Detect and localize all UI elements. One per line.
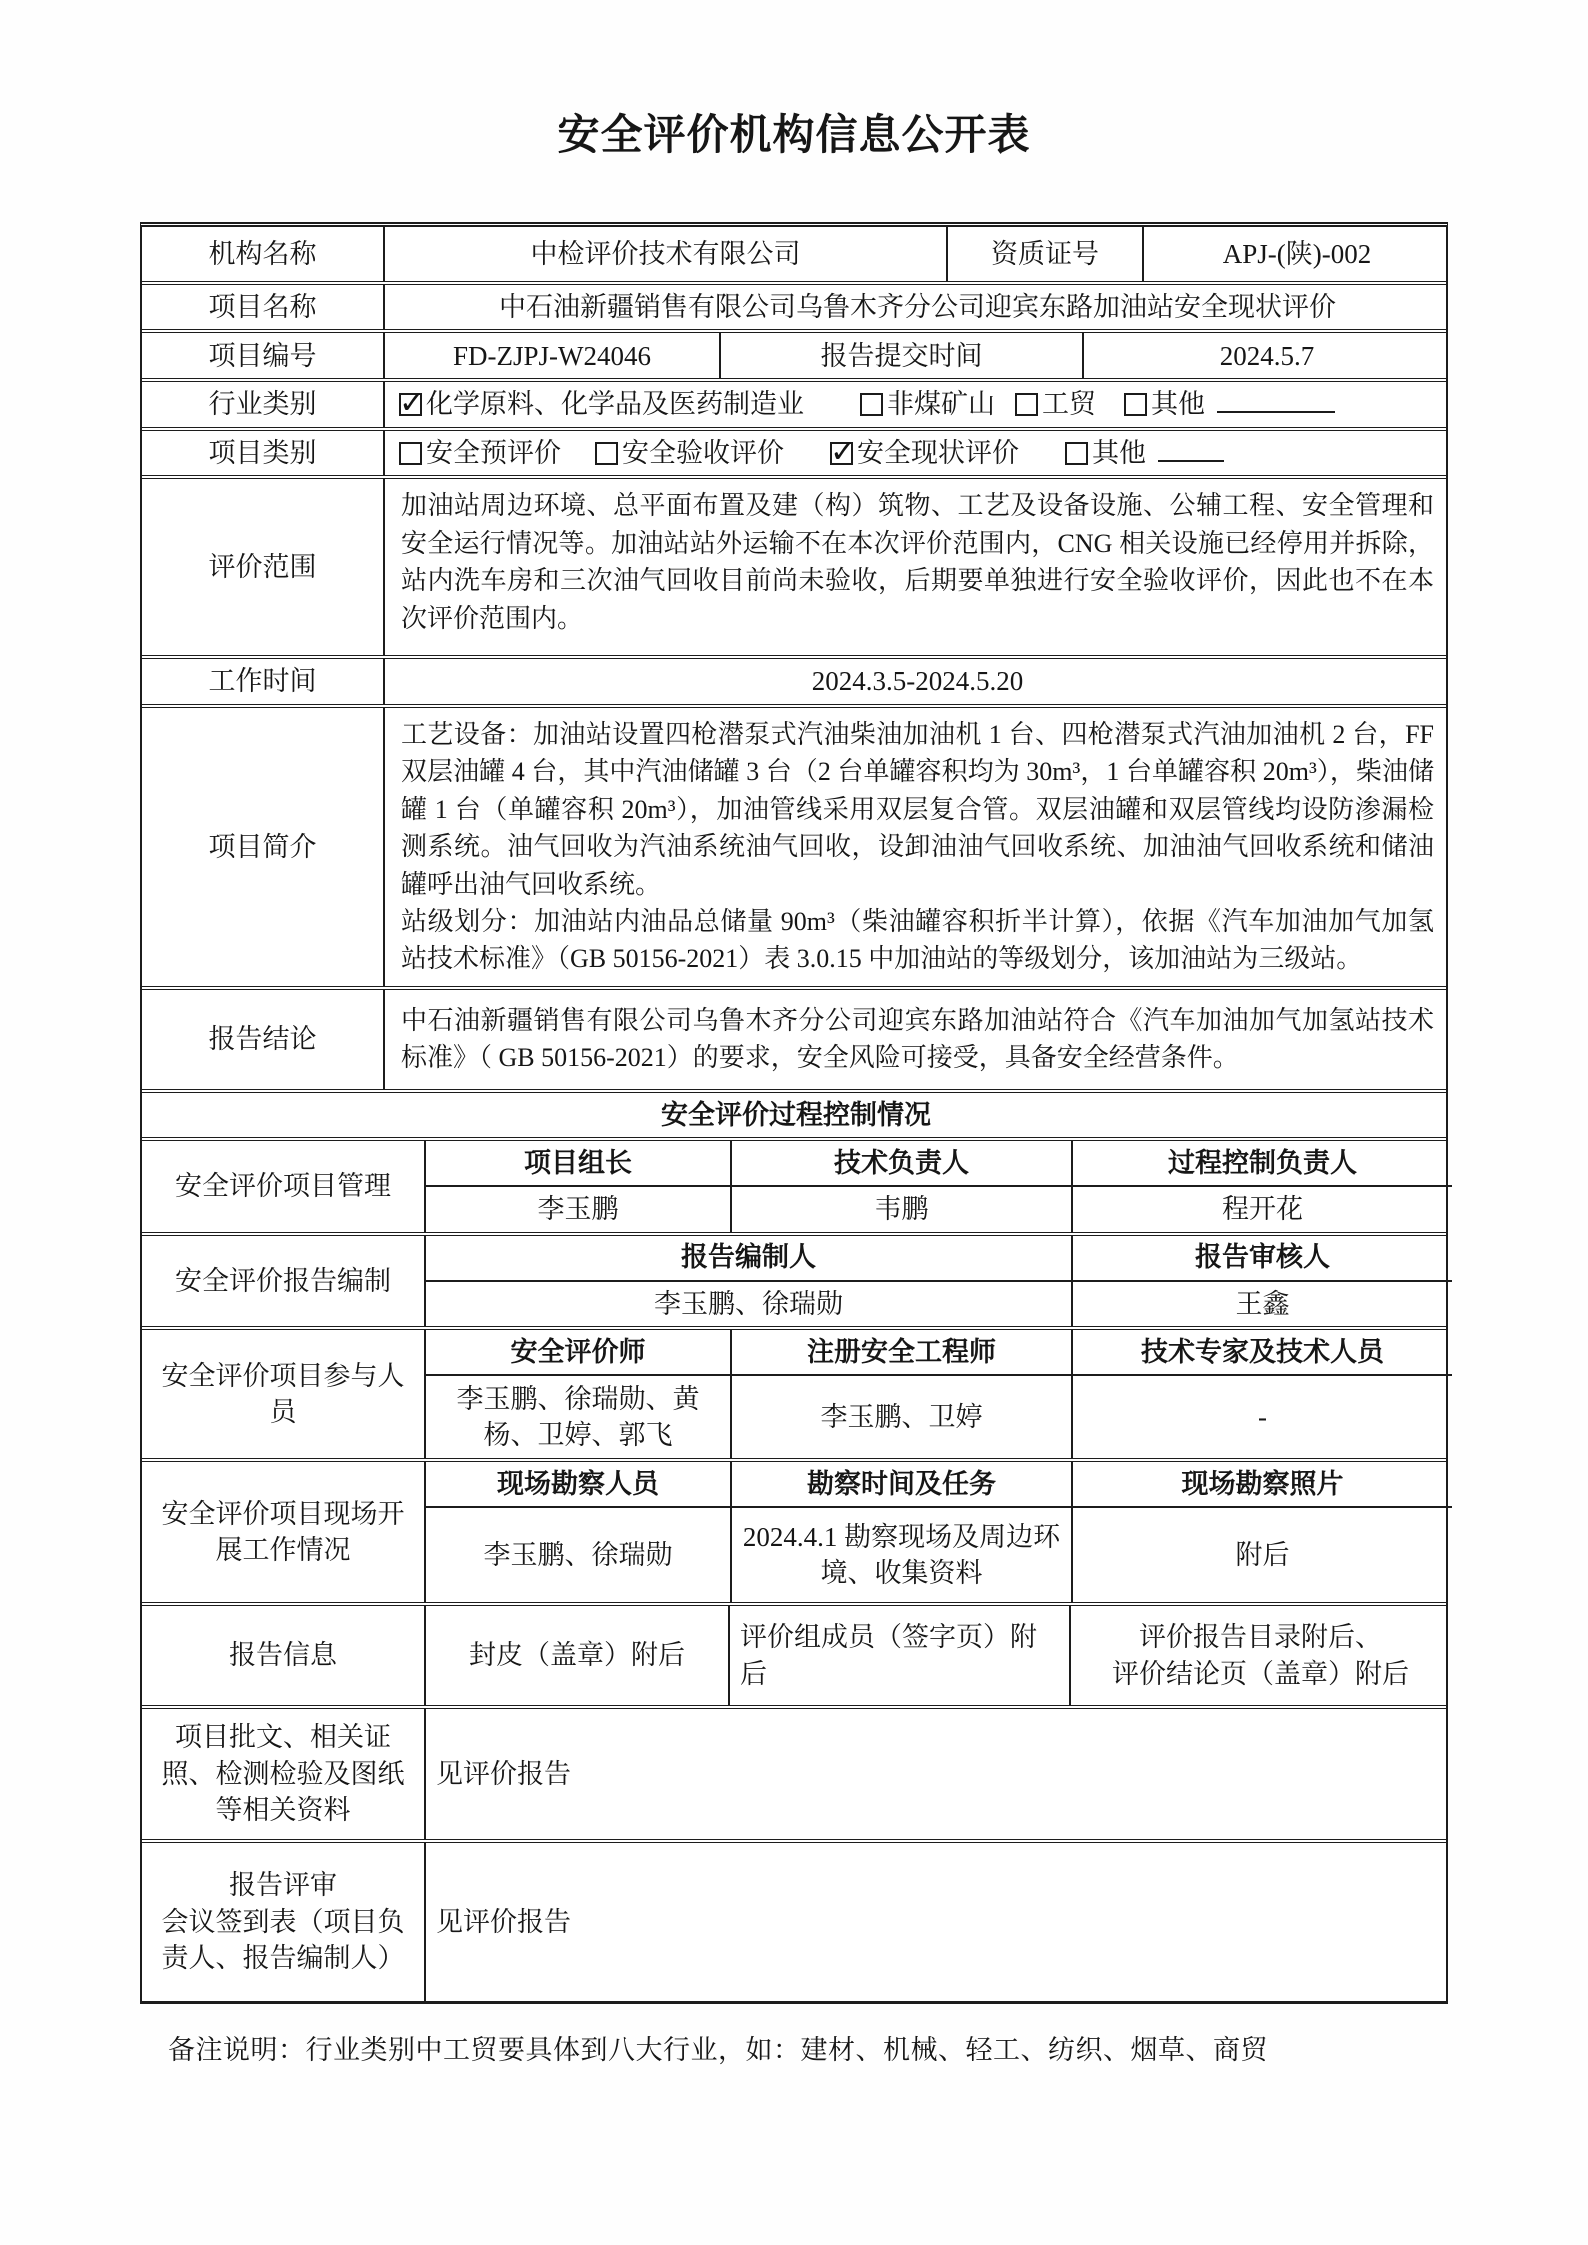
compilation-grid	[424, 1236, 1450, 1326]
review-value: 见评价报告	[424, 1843, 1450, 2001]
checkbox-unchecked-icon	[860, 393, 883, 416]
page-title: 安全评价机构信息公开表	[557, 113, 1031, 159]
col-header-report-writer: 报告编制人	[681, 1242, 816, 1273]
intro-paragraph-station-class: 站级划分：加油站内油品总储量 90m³（柴油罐容积折半计算），依据《汽车加油加气加氢站技术标准》（GB 50156-2021）表 3.0.15 中加油站的等级划分，该加油站为三级站。	[401, 906, 1434, 974]
industry-option-mine	[860, 386, 995, 422]
surveyor-names: 李玉鹏、徐瑞勋	[426, 1506, 730, 1602]
row-management	[142, 1141, 1446, 1235]
participants-label: 安全评价项目参与人员	[161, 1360, 405, 1428]
org-name-label: 机构名称	[208, 238, 317, 269]
work-time-value: 2024.3.5-2024.5.20	[383, 659, 1450, 703]
project-name-label: 项目名称	[208, 292, 317, 322]
row-project-name	[142, 285, 1446, 333]
row-scope	[142, 479, 1446, 659]
col-header-registered-engineer: 注册安全工程师	[730, 1330, 1071, 1374]
checkbox-checked-icon	[830, 442, 853, 465]
row-project-no	[142, 333, 1446, 382]
intro-paragraph-equipment: 工艺设备：加油站设置四枪潜泵式汽油柴油加油机 1 台、四枪潜泵式汽油加油机 2 台，FF 双层油罐 4 台，其中汽油储罐 3 台（2 台单罐容积均为 30m³，1 台单罐容积 20m³），柴油储罐 1 台（单罐容积 20m³），加油管线采用双层复合管。双层油罐和双层管线均设防渗漏检测系统。油气回收为汽油系统油气回收，设卸油油气回收系统、加油油气回收系统和储油罐呼出油气回收系统。	[401, 719, 1434, 899]
checkbox-unchecked-icon	[595, 442, 618, 465]
col-header-surveyors: 现场勘察人员	[497, 1468, 659, 1499]
conclusion-label: 报告结论	[208, 1024, 317, 1055]
project-leader-name: 李玉鹏	[426, 1185, 730, 1231]
site-work-grid	[424, 1462, 1450, 1602]
conclusion-value: 中石油新疆销售有限公司乌鲁木齐分公司迎宾东路加油站符合《汽车加油加气加氢站技术标准》（ GB 50156-2021）的要求，安全风险可接受，具备安全经营条件。	[383, 990, 1450, 1089]
category-option-other	[1065, 435, 1224, 471]
participants-grid	[424, 1330, 1450, 1458]
submit-time-value: 2024.5.7	[1082, 333, 1450, 378]
footnote: 备注说明：行业类别中工贸要具体到八大行业，如：建材、机械、轻工、纺织、烟草、商贸	[168, 2035, 1268, 2065]
intro-value	[383, 708, 1450, 986]
review-label-line1: 报告评审	[229, 1870, 337, 1901]
col-header-survey-time-task: 勘察时间及任务	[730, 1462, 1071, 1506]
col-header-project-leader: 项目组长	[524, 1148, 632, 1179]
checkbox-unchecked-icon	[399, 442, 422, 465]
attachments-value: 见评价报告	[424, 1709, 1450, 1839]
tech-lead-name: 韦鹏	[730, 1185, 1071, 1231]
checkbox-unchecked-icon	[1065, 442, 1088, 465]
management-label: 安全评价项目管理	[175, 1171, 391, 1202]
col-header-report-reviewer: 报告审核人	[1071, 1236, 1452, 1280]
row-review	[142, 1843, 1446, 2001]
report-directory-value	[1069, 1606, 1450, 1705]
category-option-status	[830, 435, 1019, 471]
industry-option-chemical	[399, 386, 804, 422]
review-label	[142, 1843, 424, 2001]
row-intro	[142, 708, 1446, 990]
checkbox-unchecked-icon	[1015, 393, 1038, 416]
option-label: 其他	[1151, 389, 1205, 420]
survey-photos-value: 附后	[1071, 1506, 1452, 1602]
survey-time-task-value: 2024.4.1 勘察现场及周边环境、收集资料	[730, 1506, 1071, 1602]
row-report-info	[142, 1606, 1446, 1709]
cert-no-value: APJ-(陕)-002	[1142, 227, 1450, 281]
compilation-label: 安全评价报告编制	[175, 1265, 391, 1296]
category-label: 项目类别	[208, 437, 317, 468]
row-section-header	[142, 1093, 1446, 1141]
fill-in-blank-line	[1217, 407, 1335, 413]
tech-experts-names: -	[1071, 1374, 1452, 1458]
report-writer-names: 李玉鹏、徐瑞勋	[426, 1280, 1071, 1326]
col-header-tech-experts: 技术专家及技术人员	[1071, 1330, 1452, 1374]
org-name-value: 中检评价技术有限公司	[383, 227, 946, 281]
option-label: 安全现状评价	[857, 437, 1019, 468]
report-directory-line2: 评价结论页（盖章）附后	[1112, 1658, 1409, 1689]
option-label: 工贸	[1042, 389, 1096, 420]
attachments-label: 项目批文、相关证照、检测检验及图纸等相关资料	[161, 1722, 405, 1826]
option-label: 其他	[1092, 437, 1146, 468]
project-name-value: 中石油新疆销售有限公司乌鲁木齐分公司迎宾东路加油站安全现状评价	[383, 285, 1450, 329]
industry-label: 行业类别	[208, 389, 317, 420]
scope-label: 评价范围	[208, 552, 317, 583]
category-options	[383, 431, 1450, 475]
report-directory-line1: 评价报告目录附后、	[1139, 1622, 1382, 1653]
row-industry	[142, 382, 1446, 430]
checkbox-unchecked-icon	[1124, 393, 1147, 416]
col-header-tech-lead: 技术负责人	[730, 1141, 1071, 1185]
industry-options	[383, 382, 1450, 426]
cert-no-label: 资质证号	[946, 227, 1142, 281]
info-table	[140, 222, 1448, 2004]
report-signature-page-value: 评价组成员（签字页）附后	[728, 1606, 1069, 1705]
fill-in-blank-line	[1158, 456, 1224, 462]
col-header-process-control-lead: 过程控制负责人	[1071, 1141, 1452, 1185]
row-site-work	[142, 1462, 1446, 1606]
industry-option-other	[1124, 386, 1335, 422]
report-cover-value: 封皮（盖章）附后	[424, 1606, 728, 1705]
project-no-value: FD-ZJPJ-W24046	[383, 333, 719, 378]
process-section-title: 安全评价过程控制情况	[661, 1099, 931, 1130]
review-label-line2: 会议签到表（项目负责人、报告编制人）	[161, 1906, 405, 1974]
row-conclusion	[142, 990, 1446, 1093]
col-header-safety-evaluator: 安全评价师	[510, 1336, 646, 1367]
process-control-lead-name: 程开花	[1071, 1185, 1452, 1231]
scope-value: 加油站周边环境、总平面布置及建（构）筑物、工艺及设备设施、公辅工程、安全管理和安全运行情况等。加油站站外运输不在本次评价范围内，CNG 相关设施已经停用并拆除，站内洗车房和三次油气回收目前尚未验收，后期要单独进行安全验收评价，因此也不在本次评价范围内。	[383, 479, 1450, 655]
work-time-label: 工作时间	[208, 666, 317, 697]
option-label: 安全预评价	[426, 437, 561, 468]
row-category	[142, 431, 1446, 479]
option-label: 安全验收评价	[622, 437, 784, 468]
submit-time-label: 报告提交时间	[719, 333, 1082, 378]
report-reviewer-name: 王鑫	[1071, 1280, 1452, 1326]
registered-engineer-names: 李玉鹏、卫婷	[730, 1374, 1071, 1458]
site-work-label: 安全评价项目现场开展工作情况	[161, 1498, 405, 1566]
row-attachments	[142, 1709, 1446, 1843]
safety-evaluator-names: 李玉鹏、徐瑞勋、黄杨、卫婷、郭飞	[426, 1374, 730, 1458]
col-header-survey-photos: 现场勘察照片	[1071, 1462, 1452, 1506]
intro-label: 项目简介	[208, 831, 317, 862]
category-option-pre	[399, 435, 561, 471]
row-participants	[142, 1330, 1446, 1462]
project-no-label: 项目编号	[208, 340, 317, 371]
checkbox-checked-icon	[399, 393, 422, 416]
category-option-acceptance	[595, 435, 784, 471]
row-compilation	[142, 1236, 1446, 1330]
row-org	[142, 227, 1446, 285]
report-info-label: 报告信息	[229, 1640, 337, 1671]
industry-option-trade	[1015, 386, 1096, 422]
row-work-time	[142, 659, 1446, 707]
option-label: 化学原料、化学品及医药制造业	[426, 389, 804, 420]
management-grid	[424, 1141, 1450, 1231]
option-label: 非煤矿山	[887, 389, 995, 420]
